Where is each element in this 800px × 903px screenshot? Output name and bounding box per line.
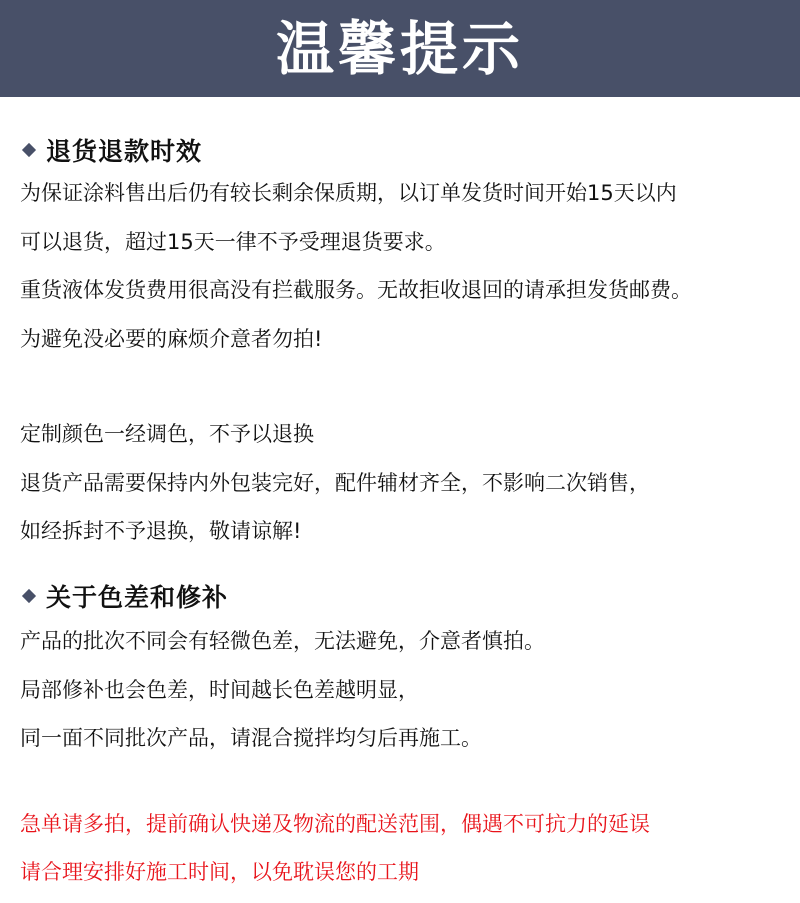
diamond-bullet-icon (22, 143, 36, 157)
urgent-notice-line: 急单请多拍，提前确认快递及物流的配送范围，偶遇不可抗力的延误 (20, 812, 650, 836)
paragraph-line: 退货产品需要保持内外包装完好，配件辅材齐全，不影响二次销售， (20, 471, 650, 495)
paragraph-line: 重货液体发货费用很高没有拦截服务。无故拒收退回的请承担发货邮费。 (20, 278, 692, 302)
paragraph-line: 定制颜色一经调色，不予以退换 (20, 422, 314, 446)
paragraph-line: 产品的批次不同会有轻微色差，无法避免，介意者慎拍。 (20, 629, 545, 653)
diamond-bullet-icon (22, 589, 36, 603)
paragraph-line: 如经拆封不予退换，敬请谅解! (20, 519, 302, 543)
section-title: 关于色差和修补 (46, 583, 229, 612)
section-heading-color-difference (20, 578, 228, 614)
header-banner (0, 0, 800, 97)
paragraph-line: 为避免没必要的麻烦介意者勿拍! (20, 327, 323, 351)
page-title: 温馨提示 (275, 14, 524, 83)
paragraph-line: 可以退货，超过15天一律不予受理退货要求。 (20, 230, 446, 254)
paragraph-line: 局部修补也会色差，时间越长色差越明显， (20, 678, 419, 702)
urgent-notice-line: 请合理安排好施工时间，以免耽误您的工期 (20, 860, 419, 884)
section-heading-return-policy (20, 132, 202, 168)
paragraph-line: 为保证涂料售出后仍有较长剩余保质期，以订单发货时间开始15天以内 (20, 181, 677, 205)
section-title: 退货退款时效 (46, 137, 203, 166)
paragraph-line: 同一面不同批次产品，请混合搅拌均匀后再施工。 (20, 726, 482, 750)
